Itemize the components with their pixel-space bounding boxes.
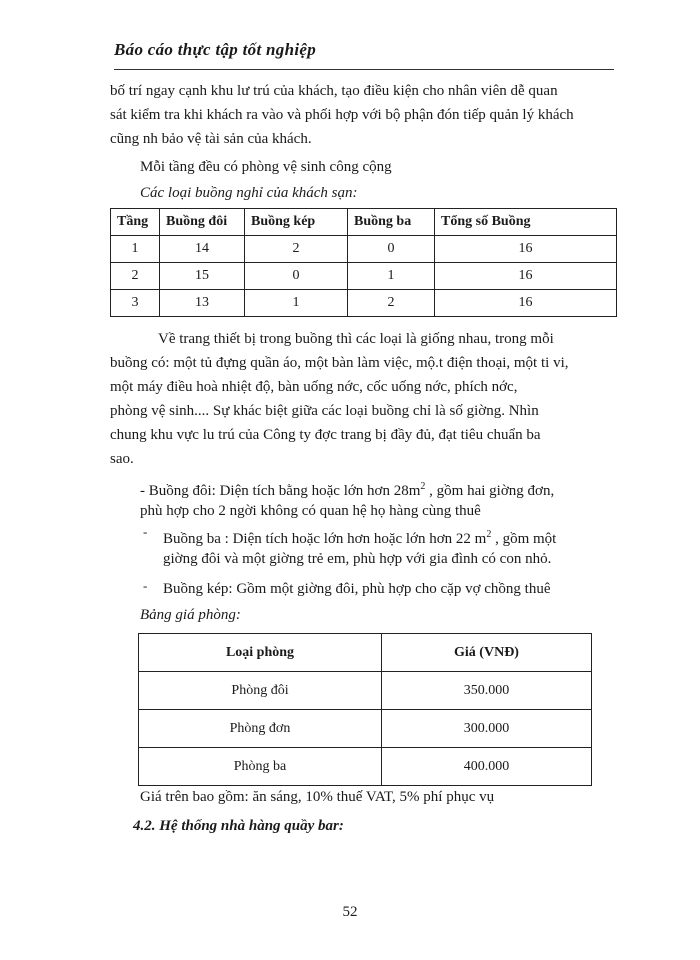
table-cell: 13	[160, 290, 245, 317]
table-cell: Phòng đôi	[139, 672, 382, 710]
page-number: 52	[342, 904, 358, 920]
intro-line-1: bố trí ngay cạnh khu lư trú của khách, tạo điều kiện cho nhân viên dễ quan	[110, 83, 558, 99]
room-types-caption: Các loại buồng nghỉ của khách sạn:	[140, 185, 358, 201]
twin-room-bullet: -	[143, 578, 148, 593]
equipment-line-2: buồng có: một tủ đựng quần áo, một bàn làm việc, mộ.t điện thoại, một ti vi,	[110, 355, 569, 371]
table-cell: 300.000	[382, 710, 592, 748]
intro-line-2: sát kiểm tra khi khách ra vào và phối hợp với bộ phận đón tiếp quản lý khách	[110, 107, 574, 123]
header-rule	[114, 69, 614, 70]
table-header-cell: Buồng đôi	[160, 209, 245, 236]
table-cell: 3	[111, 290, 160, 317]
triple-room-text: Buồng ba : Diện tích hoặc lớn hơn hoặc lớn hơn 22 m	[163, 531, 487, 547]
triple-room-sup: 2	[486, 529, 492, 540]
table-cell: 15	[160, 263, 245, 290]
table-header-cell: Giá (VNĐ)	[382, 634, 592, 672]
table-cell: 1	[245, 290, 348, 317]
table-row	[139, 710, 592, 748]
double-room-sup: 2	[420, 481, 426, 492]
equipment-line-4: phòng vệ sinh.... Sự khác biệt giữa các loại buồng chỉ là số giờng. Nhìn	[110, 403, 539, 419]
equipment-line-5: chung khu vực lu trú của Công ty đợc trang bị đầy đủ, đạt tiêu chuẩn ba	[110, 427, 541, 443]
table-row	[139, 748, 592, 786]
table-cell: 16	[435, 236, 617, 263]
table-header-cell: Tầng	[111, 209, 160, 236]
table-header-cell: Buồng kép	[245, 209, 348, 236]
triple-room-text-end: , gồm một	[491, 531, 557, 547]
table-cell: 0	[245, 263, 348, 290]
price-note: Giá trên bao gồm: ăn sáng, 10% thuế VAT, 5% phí phục vụ	[140, 789, 495, 805]
equipment-line-3: một máy điều hoà nhiệt độ, bàn uống nớc, cốc uống nớc, phích nớc,	[110, 379, 518, 395]
table-row	[111, 290, 617, 317]
equipment-line-1: Về trang thiết bị trong buồng thì các loại là giống nhau, trong mỗi	[158, 331, 554, 347]
table-cell: 2	[111, 263, 160, 290]
table-header-row	[111, 209, 617, 236]
table-cell: 2	[348, 290, 435, 317]
table-row	[139, 672, 592, 710]
table-cell: 1	[348, 263, 435, 290]
table-cell: 350.000	[382, 672, 592, 710]
table-header-cell: Buồng ba	[348, 209, 435, 236]
price-caption: Bảng giá phòng:	[140, 607, 241, 623]
table-cell: 2	[245, 236, 348, 263]
price-table	[138, 633, 592, 786]
table-cell: 400.000	[382, 748, 592, 786]
double-room-line-2: phù hợp cho 2 ngời không có quan hệ họ hàng cùng thuê	[140, 503, 481, 519]
table-row	[111, 263, 617, 290]
table-header-row	[139, 634, 592, 672]
header-title: Báo cáo thực tập tốt nghiệp	[114, 40, 316, 59]
restroom-line: Mỗi tầng đều có phòng vệ sinh công cộng	[140, 159, 392, 175]
triple-room-line-2: giờng đôi và một giờng trẻ em, phù hợp với gia đình có con nhỏ.	[163, 551, 552, 567]
table-cell: Phòng ba	[139, 748, 382, 786]
triple-room-bullet: -	[143, 524, 148, 539]
table-header-cell: Tổng số Buồng	[435, 209, 617, 236]
table-row	[111, 236, 617, 263]
section-heading: 4.2. Hệ thống nhà hàng quầy bar:	[133, 818, 344, 834]
triple-room-line-1	[163, 524, 556, 550]
twin-room-line: Buồng kép: Gồm một giờng đôi, phù hợp cho cặp vợ chồng thuê	[163, 581, 551, 597]
table-cell: Phòng đơn	[139, 710, 382, 748]
intro-line-3: cũng nh bảo vệ tài sản của khách.	[110, 131, 312, 147]
table-cell: 14	[160, 236, 245, 263]
table-cell: 16	[435, 263, 617, 290]
table-cell: 16	[435, 290, 617, 317]
double-room-text-end: , gồm hai giờng đơn,	[425, 483, 555, 499]
room-type-table	[110, 208, 617, 317]
double-room-text: - Buồng đôi: Diện tích bằng hoặc lớn hơn 28m	[140, 483, 421, 499]
table-cell: 1	[111, 236, 160, 263]
table-header-cell: Loại phòng	[139, 634, 382, 672]
table-cell: 0	[348, 236, 435, 263]
equipment-line-6: sao.	[110, 451, 134, 467]
double-room-line-1	[140, 476, 554, 502]
